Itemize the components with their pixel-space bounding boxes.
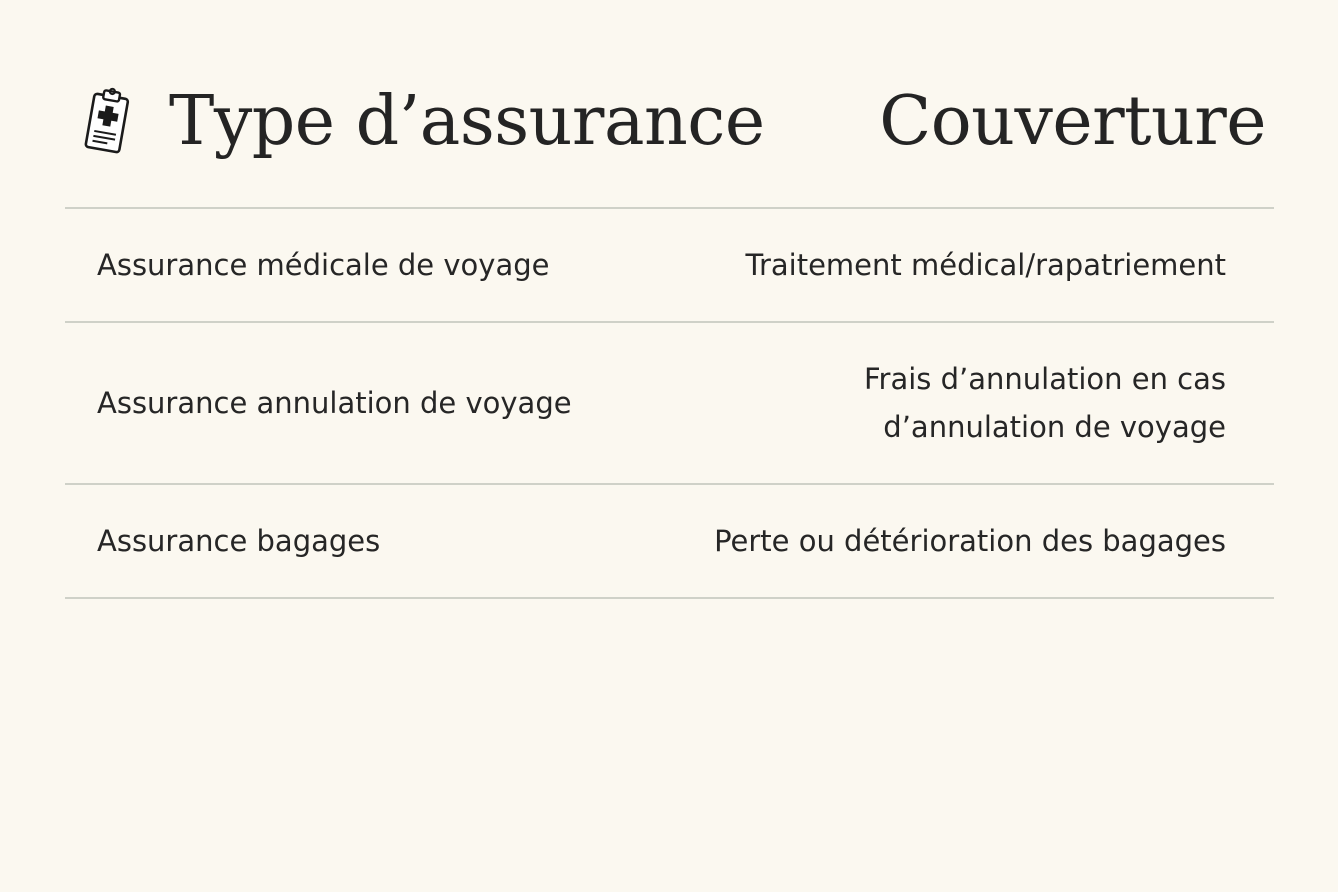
insurance-type-cell: Assurance médicale de voyage bbox=[97, 248, 550, 282]
coverage-cell bbox=[746, 241, 1226, 289]
table-row bbox=[65, 323, 1274, 485]
column-header-type: Type d’assurance bbox=[169, 82, 765, 161]
coverage-cell bbox=[864, 355, 1226, 451]
coverage-line: d’annulation de voyage bbox=[883, 410, 1226, 444]
coverage-line: Perte ou détérioration des bagages bbox=[714, 524, 1226, 558]
column-header-coverage: Couverture bbox=[879, 82, 1266, 161]
insurance-type-cell: Assurance bagages bbox=[97, 524, 381, 558]
coverage-line: Traitement médical/rapatriement bbox=[745, 248, 1226, 282]
table-row bbox=[65, 209, 1274, 323]
insurance-table bbox=[65, 0, 1274, 599]
table-row bbox=[65, 485, 1274, 599]
insurance-type-cell: Assurance annulation de voyage bbox=[97, 386, 572, 420]
coverage-cell bbox=[714, 517, 1226, 565]
coverage-line: Frais d’annulation en cas bbox=[863, 362, 1226, 396]
table-header bbox=[65, 0, 1274, 209]
medical-clipboard-icon bbox=[81, 86, 133, 158]
